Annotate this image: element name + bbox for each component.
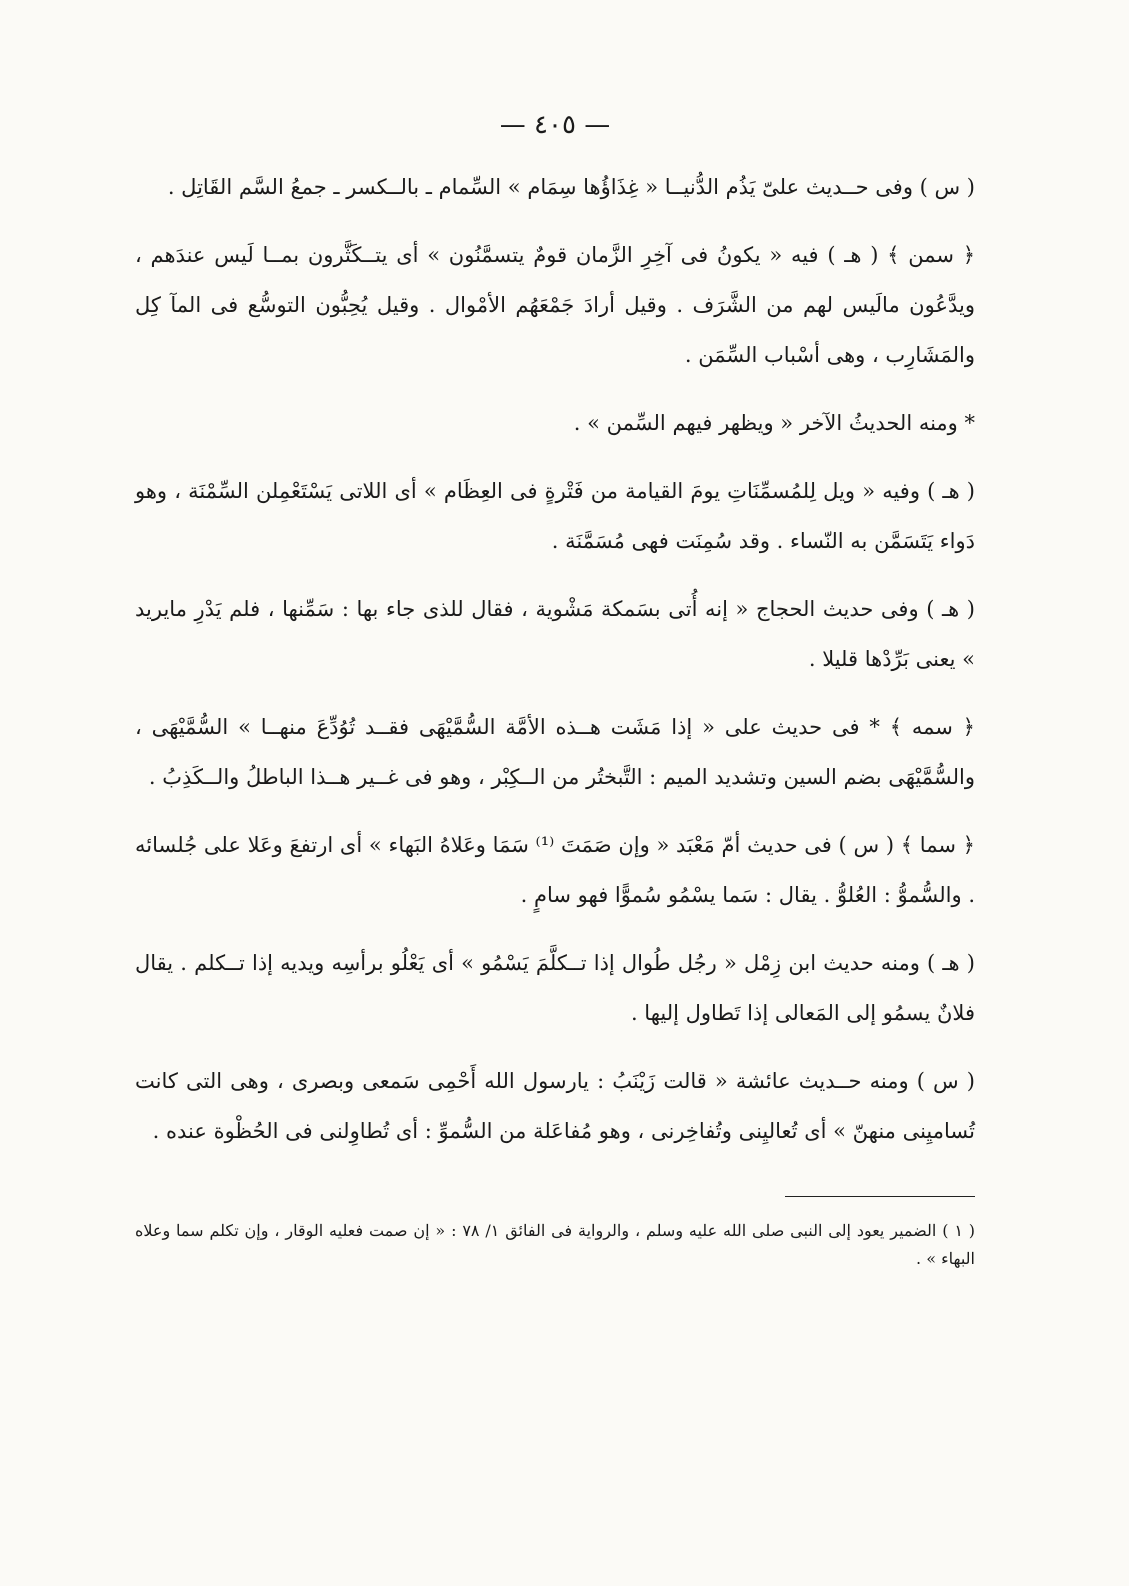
footnote-divider [785, 1196, 975, 1197]
entry-paragraph: ( س ) وفى حــديث علىّ يَذُم الدُّنيــا « غِذَاؤُها سِمَام » السِّمام ـ بالــكسر ـ جمعُ السَّم القَاتِل . [167, 175, 975, 199]
entry-paragraph: ( هـ ) وفيه « ويل لِلمُسمِّنَاتِ يومَ القيامة من فَتْرةٍ فى العِظَام » أى اللاتى يَسْتَعْمِلن السِّمْنَة ، وهو دَواء يَتَسَمَّن به النّساء . وقد سُمِنَت فهى مُسَمَّنَة . [135, 479, 975, 553]
entry-paragraph: ﴿ سما ﴾ ( س ) فى حديث أمّ مَعْبَد « وإن صَمَتَ ⁽¹⁾ سَمَا وعَلاهُ البَهاء » أى ارتفعَ وعَلا على جُلسائه . والسُّموُّ : العُلوُّ . يقال : سَما يسْمُو سُموًّا فهو سامٍ . [135, 833, 975, 907]
entry-paragraph: ( هـ ) وفى حديث الحجاج « إنه أُتى بسَمكة مَشْوية ، فقال للذى جاء بها : سَمِّنها ، فلم يَدْرِ مايريد » يعنى بَرِّدْها قليلا . [135, 597, 975, 671]
entry-paragraph: ﴿ سمن ﴾ ( هـ ) فيه « يكونُ فى آخِرِ الزَّمان قومٌ يتسمَّنُون » أى يتــكَثَّرون بمــا لَيس عندَهم ، ويدَّعُون مالَيس لهم من الشَّرَف . وقيل أرادَ جَمْعَهُم الأمْوال . وقيل يُحِبُّون التوسُّع فى المآ كِل والمَشَارِب ، وهى أسْباب السِّمَن . [135, 243, 975, 367]
footnote: ( ١ ) الضمير يعود إلى النبى صلى الله عليه وسلم ، والرواية فى الفائق ١/ ٧٨ : « إن صمت فعليه الوقار ، وإن تكلم سما وعلاه البهاء » . [135, 1221, 976, 1268]
entry-paragraph: ( هـ ) ومنه حديث ابن زِمْل « رجُل طُوال إذا تــكلَّمَ يَسْمُو » أى يَعْلُو برأسِه ويديه إذا تــكلم . يقال فلانٌ يسمُو إلى المَعالى إذا تَطاول إليها . [135, 951, 975, 1025]
entry-paragraph: ﴿ سمه ﴾ * فى حديث على « إذا مَشَت هــذه الأمَّة السُّمَّيْهَى فقــد تُوُدِّعَ منهــا » السُّمَّيْهَى ، والسُّمَّيْهَى بضم السين وتشديد الميم : التَّبختُر من الــكِبْر ، وهو فى غــير هــذا الباطلُ والــكَذِبُ . [135, 715, 975, 789]
entry-paragraph: ( س ) ومنه حــديث عائشة « قالت زَيْنَبُ : يارسول الله أَحْمِى سَمعى وبصرى ، وهى التى كانت تُساميِنى منهنّ » أى تُعاليِنى وتُفاخِرنى ، وهو مُفاعَلة من السُّموِّ : أى تُطاوِلنى فى الحُظْوة عنده . [135, 1069, 975, 1143]
entry-paragraph: * ومنه الحديثُ الآخر « ويظهر فيهم السِّمن » . [573, 411, 975, 435]
page-number: — ٤٠٥ — [499, 110, 611, 140]
document-page [135, 110, 975, 1289]
